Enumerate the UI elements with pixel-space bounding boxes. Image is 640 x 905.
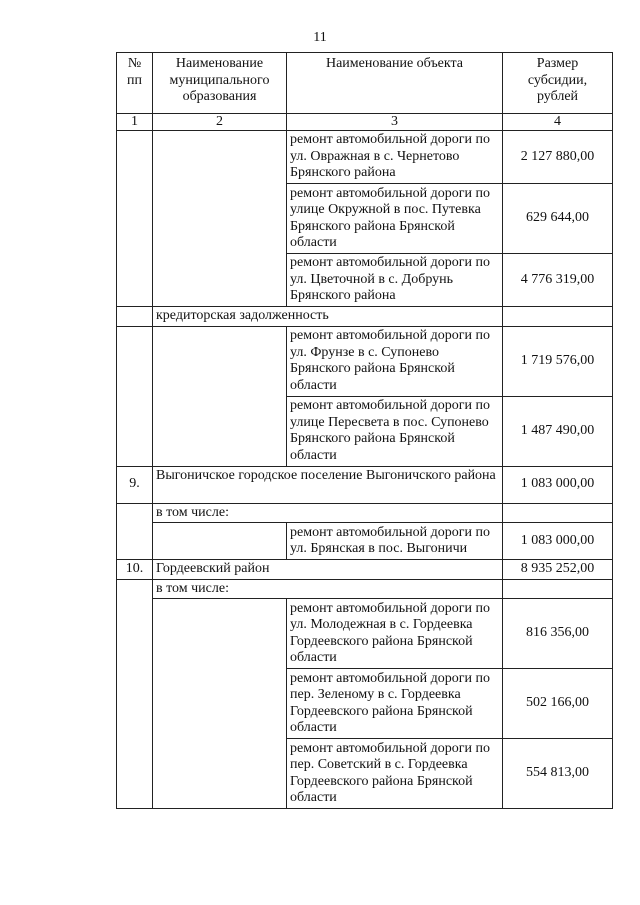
empty-cell (503, 503, 613, 523)
municipality-name: Выгоничское городское поселение Выгоничского района (153, 466, 503, 503)
column-number: 4 (503, 114, 613, 131)
table-row (117, 599, 613, 669)
header-municipality: Наименование муниципального образования (153, 53, 287, 114)
row-number: 10. (117, 560, 153, 580)
object-cell: ремонт автомобильной дороги по пер. Советский в с. Гордеевка Гордеевского района Брянской области (287, 739, 503, 809)
table-row (117, 560, 613, 580)
table-row (117, 466, 613, 503)
empty-cell (153, 599, 287, 809)
column-number: 3 (287, 114, 503, 131)
empty-cell (153, 523, 287, 560)
table-row (117, 503, 613, 523)
municipality-name: Гордеевский район (153, 560, 503, 580)
column-number-row (117, 114, 613, 131)
empty-cell (503, 579, 613, 599)
amount-cell: 1 083 000,00 (503, 466, 613, 503)
amount-cell: 1 083 000,00 (503, 523, 613, 560)
empty-cell (153, 131, 287, 307)
object-cell: ремонт автомобильной дороги по улице Окружной в пос. Путевка Брянского района Брянской области (287, 184, 503, 254)
header-row (117, 53, 613, 114)
amount-cell: 554 813,00 (503, 739, 613, 809)
amount-cell: 1 487 490,00 (503, 396, 613, 466)
amount-cell: 502 166,00 (503, 669, 613, 739)
amount-cell: 816 356,00 (503, 599, 613, 669)
object-cell: ремонт автомобильной дороги по улице Пересвета в пос. Супонево Брянского района Брянской области (287, 396, 503, 466)
object-cell: ремонт автомобильной дороги по пер. Зеленому в с. Гордеевка Гордеевского района Брянской области (287, 669, 503, 739)
column-number: 2 (153, 114, 287, 131)
empty-cell (117, 579, 153, 809)
empty-cell (503, 307, 613, 327)
header-object: Наименование объекта (287, 53, 503, 114)
table-row (117, 326, 613, 396)
empty-cell (117, 307, 153, 327)
amount-cell: 8 935 252,00 (503, 560, 613, 580)
subsidy-table (116, 52, 613, 809)
table-row (117, 307, 613, 327)
object-cell: ремонт автомобильной дороги по ул. Цветочной в с. Добрунь Брянского района (287, 254, 503, 307)
object-cell: ремонт автомобильной дороги по ул. Фрунзе в с. Супонево Брянского района Брянской области (287, 326, 503, 396)
column-number: 1 (117, 114, 153, 131)
amount-cell: 1 719 576,00 (503, 326, 613, 396)
object-cell: ремонт автомобильной дороги по ул. Молодежная в с. Гордеевка Гордеевского района Брянской области (287, 599, 503, 669)
row-number: 9. (117, 466, 153, 503)
object-cell: ремонт автомобильной дороги по ул. Овражная в с. Чернетово Брянского района (287, 131, 503, 184)
table-row (117, 523, 613, 560)
empty-cell (117, 131, 153, 307)
amount-cell: 4 776 319,00 (503, 254, 613, 307)
empty-cell (117, 326, 153, 466)
section-label: в том числе: (153, 579, 503, 599)
page-number: 11 (313, 30, 327, 45)
object-cell: ремонт автомобильной дороги по ул. Брянская в пос. Выгоничи (287, 523, 503, 560)
table-row (117, 131, 613, 184)
header-subsidy: Размер субсидии, рублей (503, 53, 613, 114)
header-number: № пп (117, 53, 153, 114)
table-row (117, 579, 613, 599)
section-label: кредиторская задолженность (153, 307, 503, 327)
amount-cell: 629 644,00 (503, 184, 613, 254)
section-label: в том числе: (153, 503, 503, 523)
empty-cell (153, 326, 287, 466)
amount-cell: 2 127 880,00 (503, 131, 613, 184)
empty-cell (117, 503, 153, 560)
